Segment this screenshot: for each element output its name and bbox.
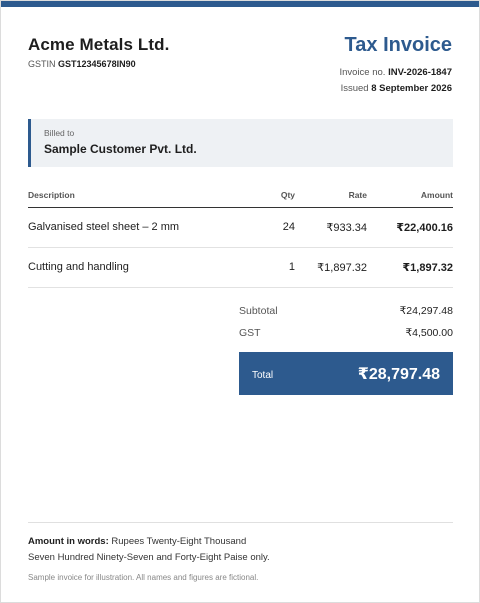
footer-divider xyxy=(28,522,453,523)
invoice-number: INV-2026-1847 xyxy=(388,67,452,78)
total-value: ₹28,797.48 xyxy=(357,366,440,383)
issued-label: Issued xyxy=(340,83,369,94)
customer-name: Sample Customer Pvt. Ltd. xyxy=(44,142,197,156)
issued-date: 8 September 2026 xyxy=(371,83,452,94)
accent-top-bar xyxy=(1,1,479,7)
item-amount: ₹1,897.32 xyxy=(402,262,453,274)
issued-date-line xyxy=(341,83,452,94)
gst-label: GST xyxy=(239,327,261,339)
company-name: Acme Metals Ltd. xyxy=(28,35,170,54)
amount-in-words-line-1: Rupees Twenty-Eight Thousand xyxy=(111,536,247,547)
item-amount: ₹22,400.16 xyxy=(396,222,453,234)
billed-to-label: Billed to xyxy=(44,128,75,138)
gst-value: ₹4,500.00 xyxy=(405,327,453,339)
document-title: Tax Invoice xyxy=(344,34,452,56)
total-label: Total xyxy=(252,370,274,381)
subtotal-label: Subtotal xyxy=(239,305,278,317)
invoice-number-label: Invoice no. xyxy=(339,67,386,78)
header-rate: Rate xyxy=(348,190,367,200)
gstin-label: GSTIN xyxy=(28,59,56,69)
amount-in-words-line-2: Seven Hundred Ninety-Seven and Forty-Eight Paise only. xyxy=(28,552,270,563)
header-amount: Amount xyxy=(420,190,453,200)
amount-in-words xyxy=(28,534,453,566)
item-description: Cutting and handling xyxy=(28,261,129,273)
item-description: Galvanised steel sheet – 2 mm xyxy=(28,221,180,233)
gst-line xyxy=(239,321,453,343)
table-header xyxy=(28,181,453,208)
gstin-line xyxy=(28,59,136,69)
disclaimer-note: Sample invoice for illustration. All names and figures are fictional. xyxy=(28,573,259,582)
grand-total-box xyxy=(239,352,453,395)
header-description: Description xyxy=(28,190,75,200)
table-row xyxy=(28,208,453,248)
subtotal-line xyxy=(239,299,453,321)
amount-in-words-label: Amount in words: xyxy=(28,536,109,547)
item-qty: 24 xyxy=(282,221,295,233)
subtotal-value: ₹24,297.48 xyxy=(399,305,453,317)
line-items-table xyxy=(28,181,453,288)
table-row xyxy=(28,248,453,288)
gstin-value: GST12345678IN90 xyxy=(58,59,136,69)
item-rate: ₹1,897.32 xyxy=(317,262,367,274)
totals-block xyxy=(239,299,453,343)
item-qty: 1 xyxy=(288,261,295,273)
header-qty: Qty xyxy=(280,190,295,200)
invoice-number-line xyxy=(339,67,452,78)
item-rate: ₹933.34 xyxy=(326,222,367,234)
billed-to-box xyxy=(28,119,453,167)
